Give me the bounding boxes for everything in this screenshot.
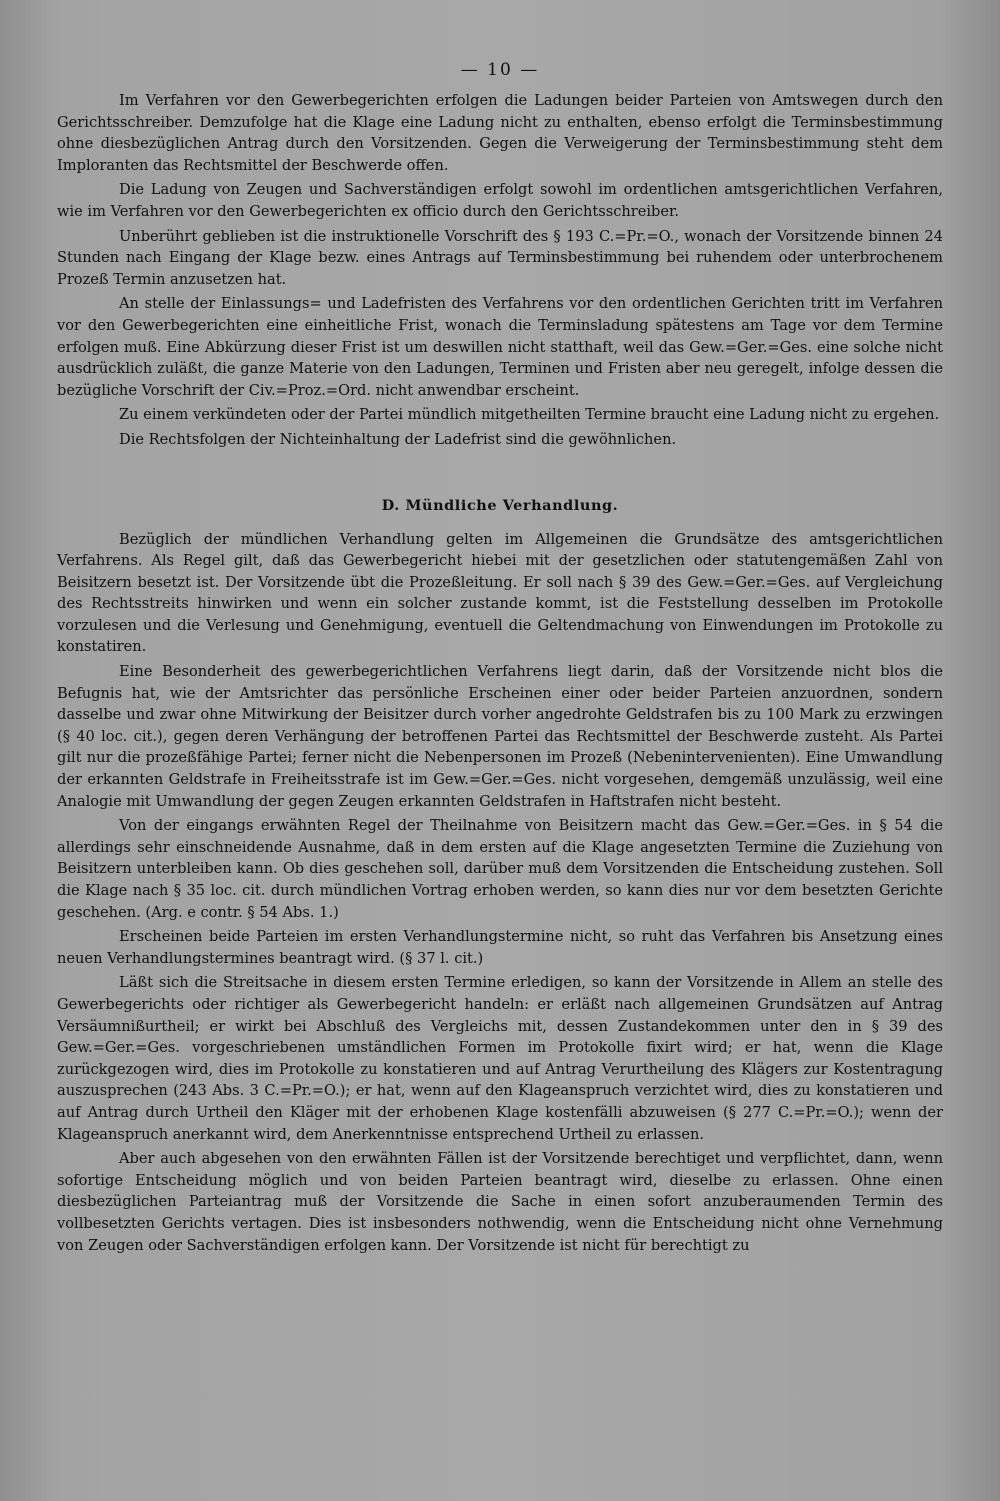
- paragraph-exception-rule: Von der eingangs erwähnten Regel der Theilnahme von Beisitzern macht das Gew.=Ger.=Ges. in § 54 die allerdings sehr einschneidende Ausnahme, daß in dem ersten auf die Klage angesetzten Termine die Zuziehung von Beisitzern unterbleiben kann. Ob dies geschehen soll, darüber muß dem Vorsitzenden die Entscheidung zustehen. Soll die Klage nach § 35 loc. cit. durch mündlichen Vortrag erhoben werden, so kann dies nur vor dem besetzten Gerichte geschehen. (Arg. e contr. § 54 Abs. 1.): [57, 817, 943, 921]
- paragraph-oral-hearing: Bezüglich der mündlichen Verhandlung gelten im Allgemeinen die Grundsätze des amtsgerichtlichen Verfahrens. Als Regel gilt, daß das Gewerbegericht hiebei mit der gesetzlichen oder statutengemäßen Zahl von Beisitzern besetzt ist. Der Vorsitzende übt die Prozeßleitung. Er soll nach § 39 des Gew.=Ger.=Ges. auf Vergleichung des Rechtsstreits hinwirken und wenn ein solcher zustande kommt, ist die Feststellung desselben im Protokolle vorzulesen und die Verlesung und Genehmigung, eventuell die Geltendmachung von Einwendungen im Protokolle zu konstatiren.: [57, 530, 943, 656]
- paragraph-no-appearance: Erscheinen beide Parteien im ersten Verhandlungstermine nicht, so ruht das Verfahren bis Ansetzung eines neuen Verhandlungstermines beantragt wird. (§ 37 l. cit.): [57, 928, 943, 967]
- paragraph-witness-summons: Die Ladung von Zeugen und Sachverständigen erfolgt sowohl im ordentlichen amtsgerichtlichen Verfahren, wie im Verfahren vor den Gewerbegerichten ex officio durch den Gerichtsschreiber.: [57, 181, 943, 220]
- paragraph-first-term: Läßt sich die Streitsache in diesem ersten Termine erledigen, so kann der Vorsitzende in Allem an stelle des Gewerbegerichts oder richtiger als Gewerbegericht handeln: er erläßt nach allgemeinen Grundsätzen auf Antrag Versäumnißurtheil; er wirkt bei Abschluß des Vergleichs mit, dessen Zustandekommen unter den in § 39 des Gew.=Ger.=Ges. vorgeschriebenen umständlichen Formen im Protokolle fixirt wird; er hat, wenn die Klage zurückgezogen wird, dies im Protokolle zu konstatieren und auf Antrag Verurtheilung des Klägers zur Kostentragung auszusprechen (243 Abs. 3 C.=Pr.=O.); er hat, wenn auf den Klageanspruch verzichtet wird, dies zu konstatieren und auf Antrag durch Urtheil den Kläger mit der erhobenen Klage kostenfälli abzuweisen (§ 277 C.=Pr.=O.); wenn der Klageanspruch anerkannt wird, dem Anerkenntnisse entsprechend Urtheil zu erlassen.: [57, 974, 943, 1143]
- paragraph-instruction-rule: Unberührt geblieben ist die instruktionelle Vorschrift des § 193 C.=Pr.=O., wonach der Vorsitzende binnen 24 Stunden nach Eingang der Klage bezw. eines Antrags auf Terminsbestimmung bei ruhendem oder unterbrochenem Prozeß Termin anzusetzen hat.: [57, 227, 943, 288]
- section-heading: D. Mündliche Verhandlung.: [381, 496, 619, 514]
- paragraph-summons: Im Verfahren vor den Gewerbegerichten erfolgen die Ladungen beider Parteien von Amtswegen durch den Gerichtsschreiber. Demzufolge hat die Klage eine Ladung nicht zu enthalten, ebenso erfolgt die Terminsbestimmung ohne diesbezüglichen Antrag durch den Vorsitzenden. Gegen die Verweigerung der Terminsbestimmung steht dem Imploranten das Rechtsmittel der Beschwerde offen.: [57, 92, 943, 174]
- paragraph-announced-term: Zu einem verkündeten oder der Partei mündlich mitgetheilten Termine braucht eine Ladung nicht zu ergehen.: [119, 406, 940, 424]
- paragraph-deadlines: An stelle der Einlassungs= und Ladefristen des Verfahrens vor den ordentlichen Gerichten tritt im Verfahren vor den Gewerbegerichten eine einheitliche Frist, wonach die Terminsladung spätestens am Tage vor dem Termine erfolgen muß. Eine Abkürzung dieser Frist ist um deswillen nicht statthaft, weil das Gew.=Ger.=Ges. eine solche nicht ausdrücklich zuläßt, die ganze Materie von den Ladungen, Terminen und Fristen aber neu geregelt, infolge dessen die bezügliche Vorschrift der Civ.=Proz.=Ord. nicht anwendbar erscheint.: [57, 295, 943, 399]
- page-content: [57, 58, 943, 1256]
- paragraph-final-decision: Aber auch abgesehen von den erwähnten Fällen ist der Vorsitzende berechtiget und verpflichtet, dann, wenn sofortige Entscheidung möglich und von beiden Parteien beantragt wird, dieselbe zu erlassen. Ohne einen diesbezüglichen Parteiantrag muß der Vorsitzende die Sache in einen sofort anzuberaumenden Termin des vollbesetzten Gerichts vertagen. Dies ist insbesonders nothwendig, wenn die Entscheidung nicht ohne Vernehmung von Zeugen oder Sachverständigen erfolgen kann. Der Vorsitzende ist nicht für berechtigt zu: [57, 1150, 943, 1254]
- paragraph-legal-consequences: Die Rechtsfolgen der Nichteinhaltung der Ladefrist sind die gewöhnlichen.: [119, 430, 677, 448]
- paragraph-special-feature: Eine Besonderheit des gewerbegerichtlichen Verfahrens liegt darin, daß der Vorsitzende nicht blos die Befugnis hat, wie der Amtsrichter das persönliche Erscheinen einer oder beider Parteien anzuordnen, sondern dasselbe und zwar ohne Mitwirkung der Beisitzer durch vorher angedrohte Geldstrafen bis zu 100 Mark zu erzwingen (§ 40 loc. cit.), gegen deren Verhängung der betroffenen Partei das Rechtsmittel der Beschwerde zusteht. Als Partei gilt nur die prozeßfähige Partei; ferner nicht die Nebenpersonen im Prozeß (Nebenintervenienten). Eine Umwandlung der erkannten Geldstrafe in Freiheitsstrafe ist im Gew.=Ger.=Ges. nicht vorgesehen, demgemäß unzulässig, weil eine Analogie mit Umwandlung der gegen Zeugen erkannten Geldstrafen in Haftstrafen nicht besteht.: [57, 663, 943, 810]
- page-number: — 10 —: [460, 60, 540, 80]
